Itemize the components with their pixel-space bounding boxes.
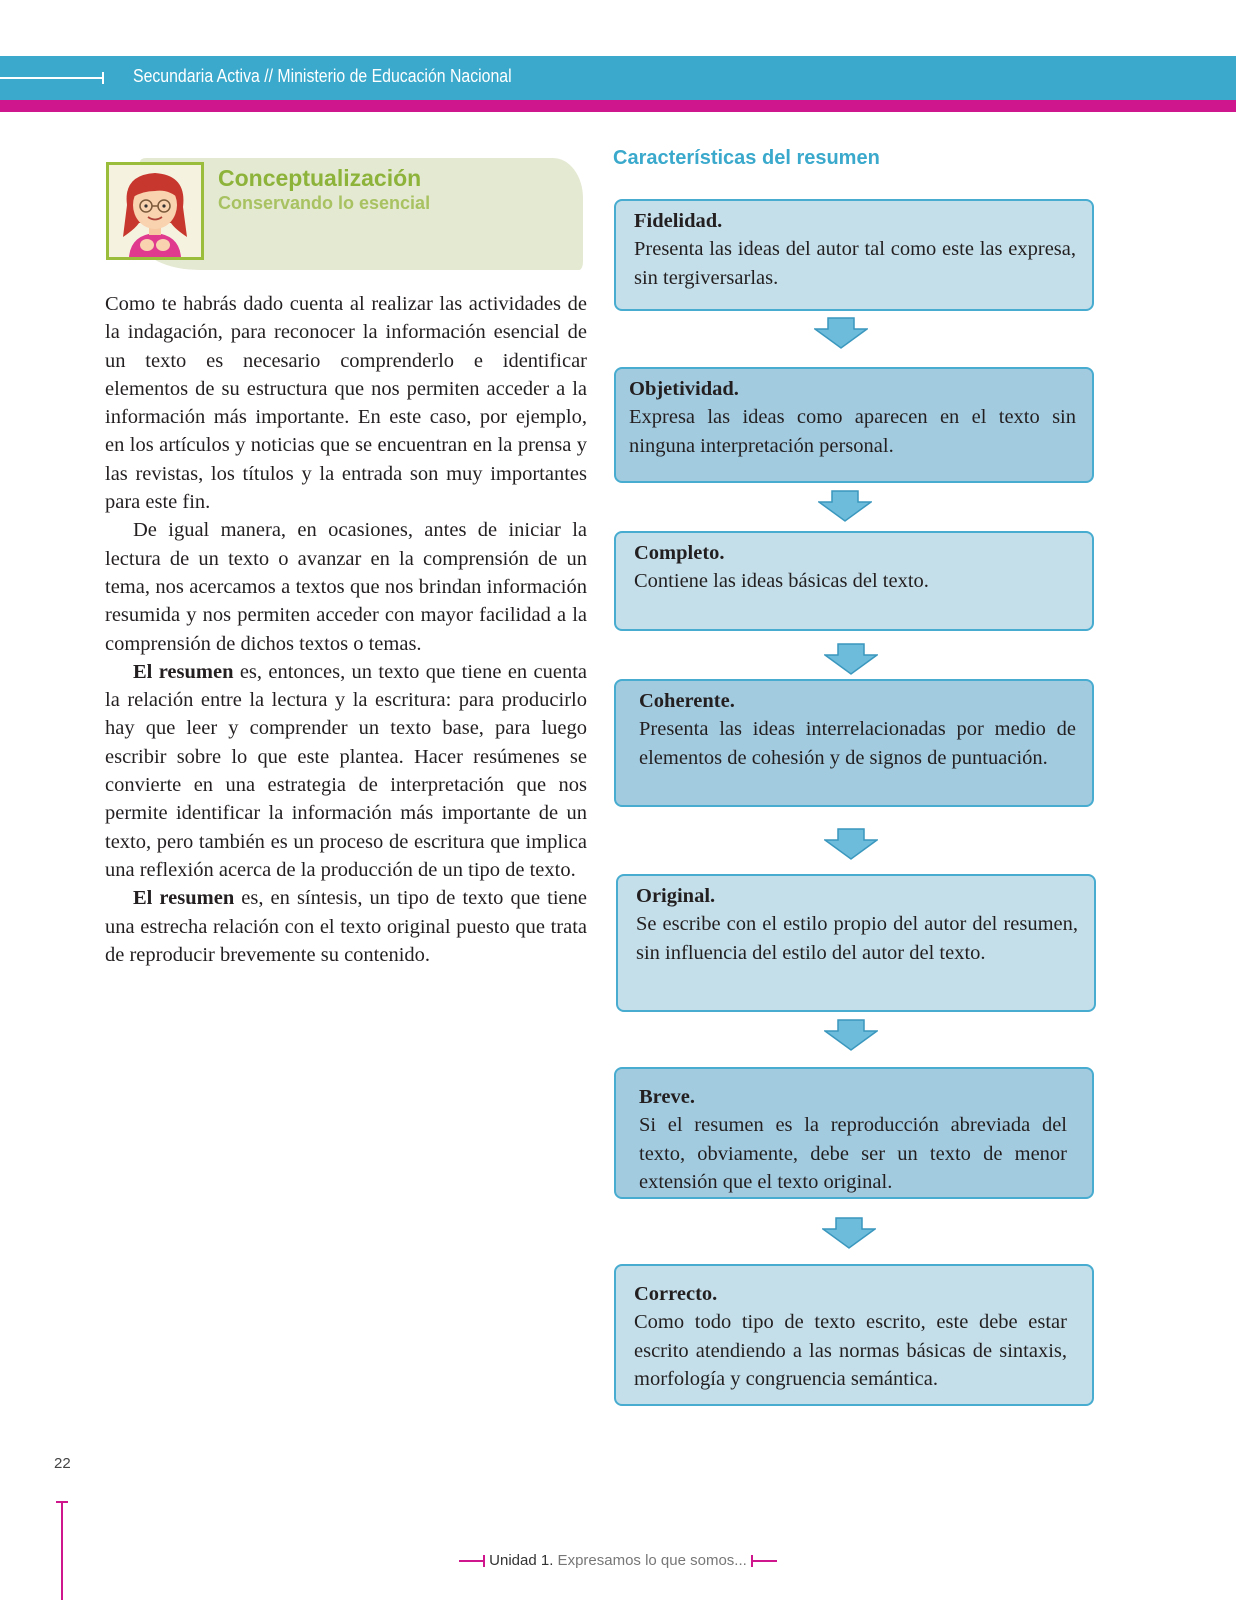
body-text [105,290,587,969]
arrow-down-icon [824,1019,878,1051]
footer-rule-right [751,1560,777,1562]
paragraph-4-bold: El resumen [133,887,235,910]
arrow-down-icon [814,317,868,349]
section-title: Conceptualización [218,165,422,191]
paragraph-3 [105,658,587,884]
characteristic-text: Presenta las ideas del autor tal como este las expresa, sin tergiversarlas. [634,238,1076,289]
paragraph-2: De igual manera, en ocasiones, antes de iniciar la lectura de un texto o avanzar en la comprensión de un tema, nos acercamos a textos que nos brindan información resumida y nos permiten acceder con mayor facilidad a la comprensión de dichos textos o temas. [105,519,587,655]
characteristic-title: Coherente. [639,690,735,712]
characteristic-box-completo [614,531,1094,631]
characteristic-text: Presenta las ideas interrelacionadas por medio de elementos de cohesión y de signos de puntuación. [639,718,1076,769]
characteristic-box-objetividad [614,367,1094,483]
header-rule-tick [102,72,104,84]
characteristic-text: Si el resumen es la reproducción abreviada del texto, obviamente, debe ser un texto de menor extensión que el texto original. [639,1114,1067,1193]
characteristic-box-correcto [614,1264,1094,1406]
arrow-down-icon [818,490,872,522]
header-accent-stripe [0,100,1236,112]
characteristic-text: Se escribe con el estilo propio del autor del resumen, sin influencia del estilo del autor del texto. [636,913,1078,964]
section-subtitle: Conservando lo esencial [218,193,431,213]
arrow-down-icon [824,828,878,860]
characteristic-box-breve [614,1067,1094,1199]
characteristic-box-fidelidad [614,199,1094,311]
characteristic-text: Contiene las ideas básicas del texto. [634,570,929,593]
arrow-down-icon [822,1217,876,1249]
characteristic-text: Expresa las ideas como aparecen en el texto sin ninguna interpretación personal. [629,406,1076,457]
characteristic-title: Breve. [639,1086,695,1108]
girl-character-icon [109,165,201,257]
characteristic-title: Original. [636,885,716,907]
running-title: Secundaria Activa // Ministerio de Educación Nacional [133,66,512,86]
footer-unit-title: Expresamos lo que somos... [553,1552,747,1569]
header-rule [0,77,104,79]
characteristic-box-original [616,874,1096,1012]
characteristic-title: Completo. [634,542,725,564]
paragraph-3-text: es, entonces, un texto que tiene en cuenta la relación entre la lectura y la escritura: para producirlo hay que leer y comprender un texto base, para luego escribir sobre lo que este plantea. Hacer resúmenes se convierte en una estrategia de interpretación que nos permite identificar la información más importante de un texto, pero también es un proceso de escritura que implica una reflexión acerca de la producción de un tipo de texto. [105,660,587,881]
paragraph-4 [105,884,587,969]
characteristic-title: Fidelidad. [634,210,723,232]
characteristic-title: Correcto. [634,1283,718,1305]
characteristic-text: Como todo tipo de texto escrito, este debe estar escrito atendiendo a las normas básicas de sintaxis, morfología y congruencia semántica. [634,1311,1067,1390]
margin-rule [61,1501,63,1600]
page-number: 22 [54,1455,71,1472]
characteristic-box-coherente [614,679,1094,807]
characteristics-title: Características del resumen [613,147,880,169]
paragraph-3-bold: El resumen [133,660,234,683]
paragraph-4-text: es, en síntesis, un tipo de texto que tiene una estrecha relación con el texto original puesto que trata de reproducir brevemente su contenido. [105,887,587,966]
paragraph-1: Como te habrás dado cuenta al realizar las actividades de la indagación, para reconocer la información esencial de un texto es necesario comprenderlo e identificar elementos de su estructura que nos permiten acceder a la información más importante. En este caso, por ejemplo, en los artículos y noticias que se encuentran en la prensa y las revistas, los títulos y la entrada son muy importantes para este fin. [105,293,587,514]
avatar [106,162,204,260]
footer-unit-label: Unidad 1. [489,1552,554,1569]
footer-rule-left [459,1560,485,1562]
footer-unit [0,1552,1236,1569]
characteristic-title: Objetividad. [629,378,739,400]
arrow-down-icon [824,643,878,675]
